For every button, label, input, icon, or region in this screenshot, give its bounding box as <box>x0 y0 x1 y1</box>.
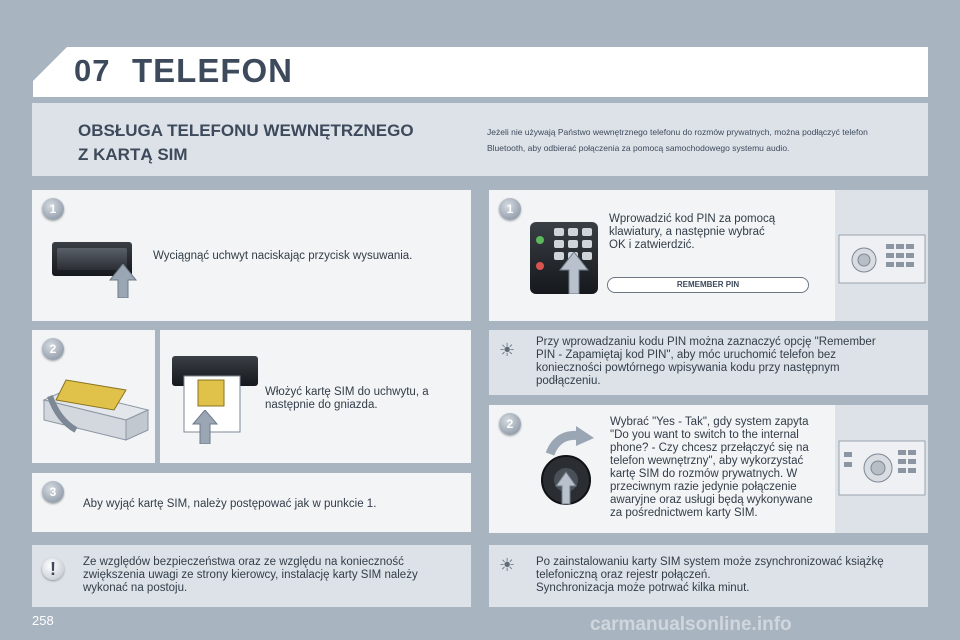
tip1-line2: PIN - Zapamiętaj kod PIN", aby móc uruchomić telefon bez <box>536 349 837 361</box>
right-step1-line2: klawiatury, a następnie wybrać <box>609 226 765 238</box>
tip1-text <box>536 336 876 388</box>
warning-text <box>83 556 418 595</box>
radio-unit-illustration <box>838 234 926 284</box>
section-title <box>78 119 478 167</box>
left-step2-text <box>265 386 429 412</box>
left-step2-line1: Włożyć kartę SIM do uchwytu, a <box>265 386 429 398</box>
right-step2-line: phone? - Czy chcesz przełączyć się na <box>610 442 809 454</box>
tip2-line2: telefoniczną oraz rejestr połączeń. <box>536 569 711 581</box>
section-intro <box>487 124 917 156</box>
warning-line2: zwiększenia uwagi ze strony kierowcy, instalację karty SIM należy <box>83 569 418 581</box>
rotary-knob-illustration <box>532 424 602 514</box>
warning-icon: ! <box>42 558 64 580</box>
section-title-line2: Z KARTĄ SIM <box>78 145 188 164</box>
sim-tray-illustration <box>36 360 154 452</box>
tip-sun-icon: ☀ <box>499 555 516 575</box>
chapter-number: 07 <box>74 53 111 88</box>
intro-line1: Jeżeli nie używają Państwo wewnętrznego telefonu do rozmów prywatnych, można podłączyć telefon <box>487 127 868 137</box>
step-badge: 2 <box>499 413 521 435</box>
step-badge: 3 <box>42 481 64 503</box>
remember-pin-button[interactable]: REMEMBER PIN <box>607 277 809 293</box>
right-step2-line: "Do you want to switch to the internal <box>610 429 799 441</box>
step-badge: 1 <box>499 198 521 220</box>
right-step2-line: telefon wewnętrzny", aby wykorzystać <box>610 455 804 467</box>
tip1-line3: konieczności powtórnego wpisywania kodu przy następnym <box>536 362 840 374</box>
tip2-line1: Po zainstalowaniu karty SIM system może zsynchronizować książkę <box>536 556 884 568</box>
tip1-line1: Przy wprowadzaniu kodu PIN można zaznaczyć opcję "Remember <box>536 336 876 348</box>
tip-sun-icon: ☀ <box>499 340 516 360</box>
warning-line1: Ze względów bezpieczeństwa oraz ze względu na konieczność <box>83 556 404 568</box>
right-step2-line: za pośrednictwem karty SIM. <box>610 507 758 519</box>
tip2-text <box>536 556 884 595</box>
step-badge: 2 <box>42 338 64 360</box>
right-step1-line3: OK i zatwierdzić. <box>609 239 695 251</box>
left-step1-text: Wyciągnąć uchwyt naciskając przycisk wysuwania. <box>153 250 413 262</box>
right-step2-line: Wybrać "Yes - Tak", gdy system zapyta <box>610 416 809 428</box>
page-number: 258 <box>32 613 54 628</box>
left-step2-line2: następnie do gniazda. <box>265 399 378 411</box>
right-step2-line: kartę SIM do rozmów prywatnych. W <box>610 468 798 480</box>
tip1-line4: podłączeniu. <box>536 375 601 387</box>
left-step3-text: Aby wyjąć kartę SIM, należy postępować jak w punkcie 1. <box>83 498 377 510</box>
arrow-up-icon <box>108 264 138 298</box>
page-title: TELEFON <box>132 52 293 89</box>
intro-line2: Bluetooth, aby odbierać połączenia za pomocą samochodowego systemu audio. <box>487 143 790 153</box>
warning-line3: wykonać na postoju. <box>83 582 188 594</box>
arrow-up-icon <box>192 410 218 444</box>
tip2-line3: Synchronizacja może potrwać kilka minut. <box>536 582 750 594</box>
radio-unit-illustration-2 <box>838 440 926 496</box>
right-step1-line1: Wprowadzić kod PIN za pomocą <box>609 213 776 225</box>
section-title-line1: OBSŁUGA TELEFONU WEWNĘTRZNEGO <box>78 121 414 140</box>
arrow-up-icon <box>558 252 590 294</box>
right-step2-line: awaryjne oraz usługi będą wykonywane <box>610 494 813 506</box>
right-step2-line: przeciwnym razie jedynie połączenie <box>610 481 797 493</box>
watermark: carmanualsonline.info <box>590 614 792 635</box>
right-step2-text <box>610 416 832 520</box>
step-badge: 1 <box>42 198 64 220</box>
right-step1-text <box>609 213 775 252</box>
